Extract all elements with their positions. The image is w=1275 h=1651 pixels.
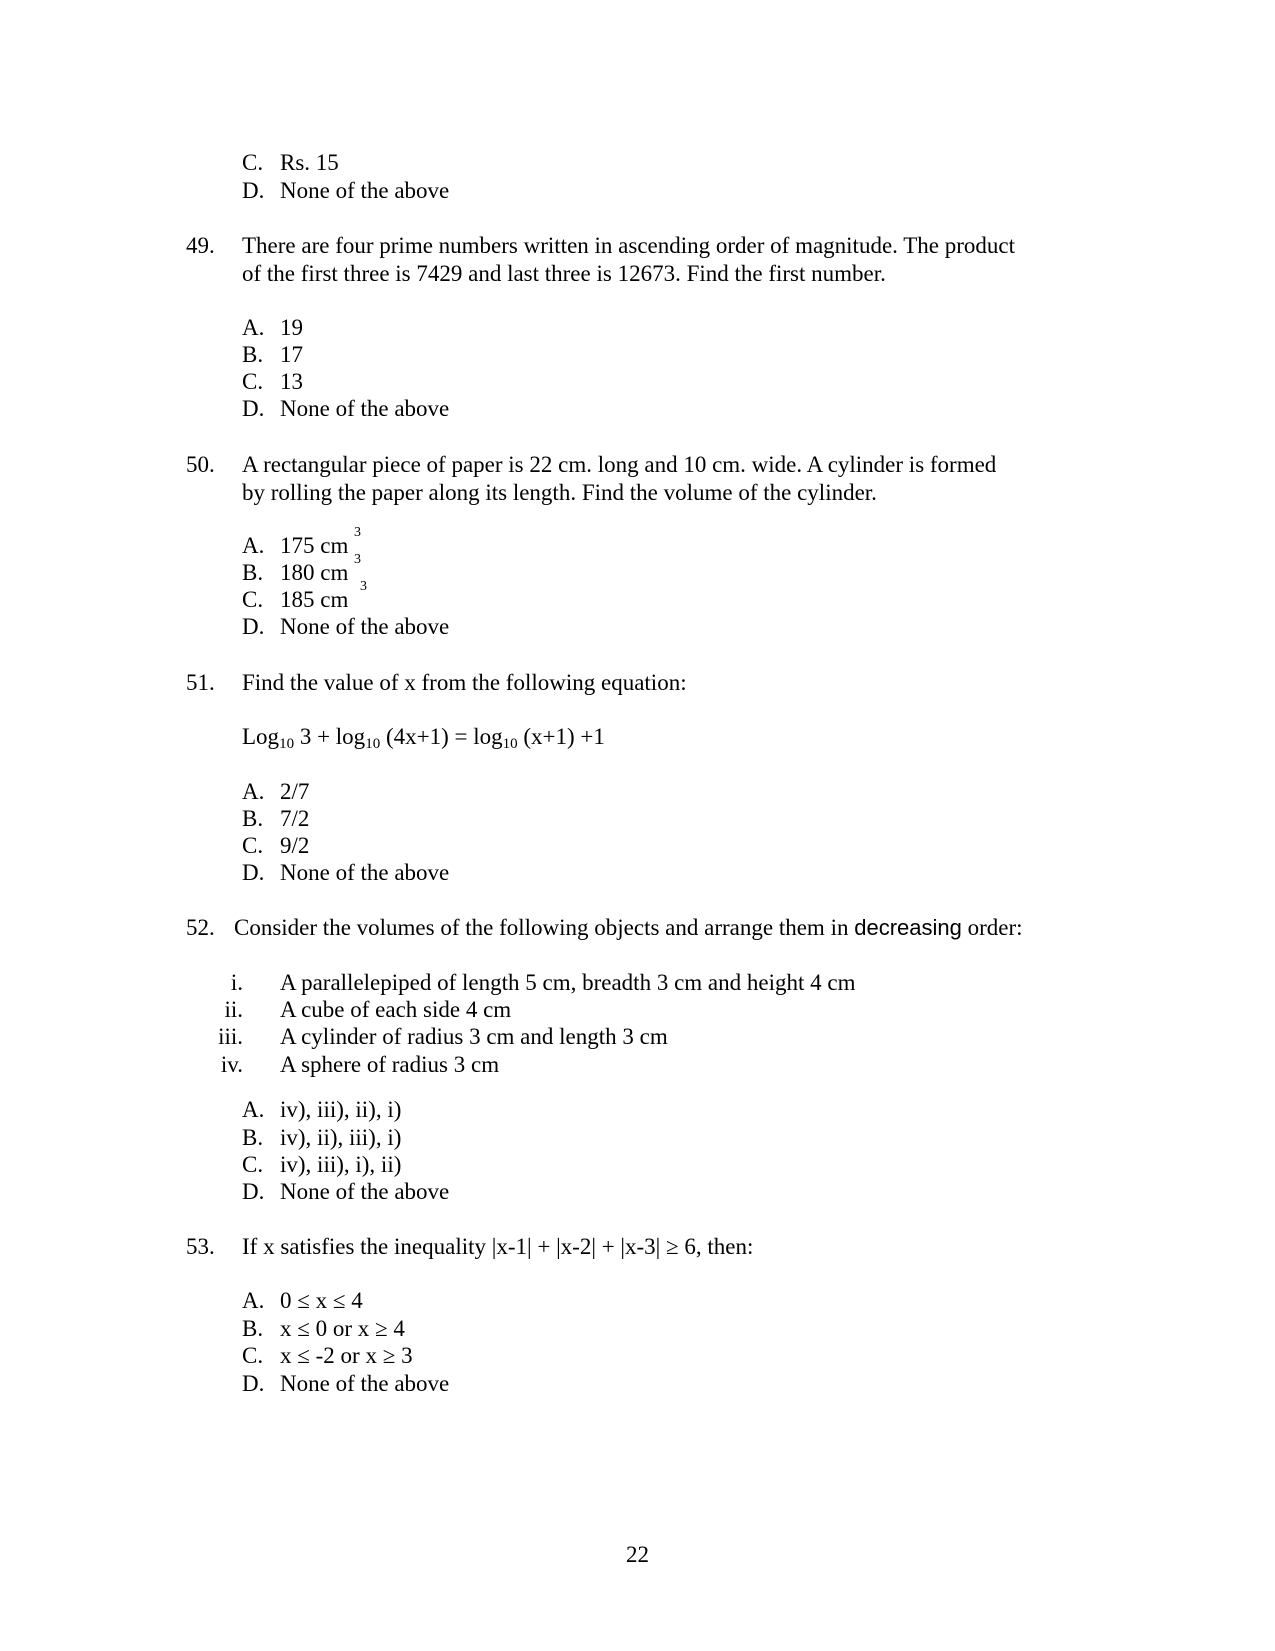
question-number: 53.	[186, 1234, 215, 1259]
statement-label: iii.	[218, 1024, 243, 1049]
keyword-decreasing: decreasing	[854, 915, 962, 940]
option-label: A.	[242, 533, 265, 558]
option-label: D.	[242, 396, 265, 421]
log-equation: Log$_{10}$ $3 + \log_{10} (4x+1) = \log_{10} (x+1) +1$	[242, 724, 605, 752]
option-text: 2/7	[280, 779, 310, 804]
statement-label: i.	[230, 970, 243, 995]
question-number: 51.	[186, 670, 215, 695]
option-label: B.	[242, 1125, 264, 1150]
question-text-line1: There are four prime numbers written in ascending order of magnitude. The product	[242, 233, 1016, 258]
question-text-line2: by rolling the paper along its length. Find the volume of the cylinder.	[242, 480, 877, 505]
statement-label: ii.	[224, 997, 243, 1022]
option-label: C.	[242, 1343, 264, 1368]
option-label: C.	[242, 833, 264, 858]
question-text-line2: of the first three is 7429 and last three is 12673. Find the first number.	[242, 261, 886, 286]
option-label: D.	[242, 178, 265, 203]
option-text: None of the above	[280, 396, 450, 421]
option-text: iv), iii), ii), i)	[280, 1097, 402, 1122]
option-label: A.	[242, 1288, 265, 1313]
option-label: B.	[242, 560, 264, 585]
option-text: iv), iii), i), ii)	[280, 1152, 402, 1177]
question-number: 52.	[186, 915, 215, 940]
option-text: None of the above	[280, 178, 450, 203]
option-label: A.	[242, 779, 265, 804]
option-label: C.	[242, 369, 264, 394]
option-text: 175 cm	[280, 533, 349, 558]
option-label: B.	[242, 1316, 264, 1341]
statement-text: A cube of each side 4 cm	[280, 997, 512, 1022]
option-text: x ≤ -2 or x ≥ 3	[280, 1343, 413, 1368]
superscript-3: 3	[354, 525, 361, 540]
question-text: If x satisfies the inequality |x-1| + |x-2| + |x-3| ≥ 6, then:	[242, 1234, 754, 1259]
option-label: D.	[242, 614, 265, 639]
statement-label: iv.	[220, 1052, 243, 1077]
option-label: C.	[242, 150, 264, 175]
option-label: B.	[242, 806, 264, 831]
option-label: C.	[242, 1152, 264, 1177]
option-text: 19	[280, 315, 303, 340]
question-text-line1: A rectangular piece of paper is 22 cm. long and 10 cm. wide. A cylinder is formed	[242, 452, 997, 477]
option-text: None of the above	[280, 614, 450, 639]
option-text: 185 cm	[280, 587, 349, 612]
option-text: 17	[280, 342, 303, 367]
superscript-3: 3	[354, 552, 361, 567]
question-number: 50.	[186, 452, 215, 477]
option-label: D.	[242, 860, 265, 885]
option-text: None of the above	[280, 1179, 450, 1204]
option-text: 13	[280, 369, 303, 394]
page-number: 22	[626, 1542, 649, 1567]
option-text: iv), ii), iii), i)	[280, 1125, 402, 1150]
option-text: 9/2	[280, 833, 310, 858]
option-label: D.	[242, 1179, 265, 1204]
option-label: C.	[242, 587, 264, 612]
option-label: D.	[242, 1371, 265, 1396]
question-text: Find the value of x from the following equation:	[242, 670, 687, 695]
option-label: B.	[242, 342, 264, 367]
question-text: Consider the volumes of the following objects and arrange them in decreasing order:	[234, 915, 1023, 940]
option-text: 180 cm	[280, 560, 349, 585]
option-text: 7/2	[280, 806, 310, 831]
option-label: A.	[242, 1097, 265, 1122]
statement-text: A sphere of radius 3 cm	[280, 1052, 500, 1077]
superscript-3: 3	[360, 579, 367, 594]
option-text: 0 ≤ x ≤ 4	[280, 1288, 363, 1313]
option-text: None of the above	[280, 860, 450, 885]
statement-text: A cylinder of radius 3 cm and length 3 cm	[280, 1024, 668, 1049]
option-text: Rs. 15	[280, 150, 339, 175]
option-label: A.	[242, 315, 265, 340]
option-text: x ≤ 0 or x ≥ 4	[280, 1316, 405, 1341]
option-text: None of the above	[280, 1371, 450, 1396]
question-number: 49.	[186, 233, 215, 258]
statement-text: A parallelepiped of length 5 cm, breadth 3 cm and height 4 cm	[280, 970, 856, 995]
